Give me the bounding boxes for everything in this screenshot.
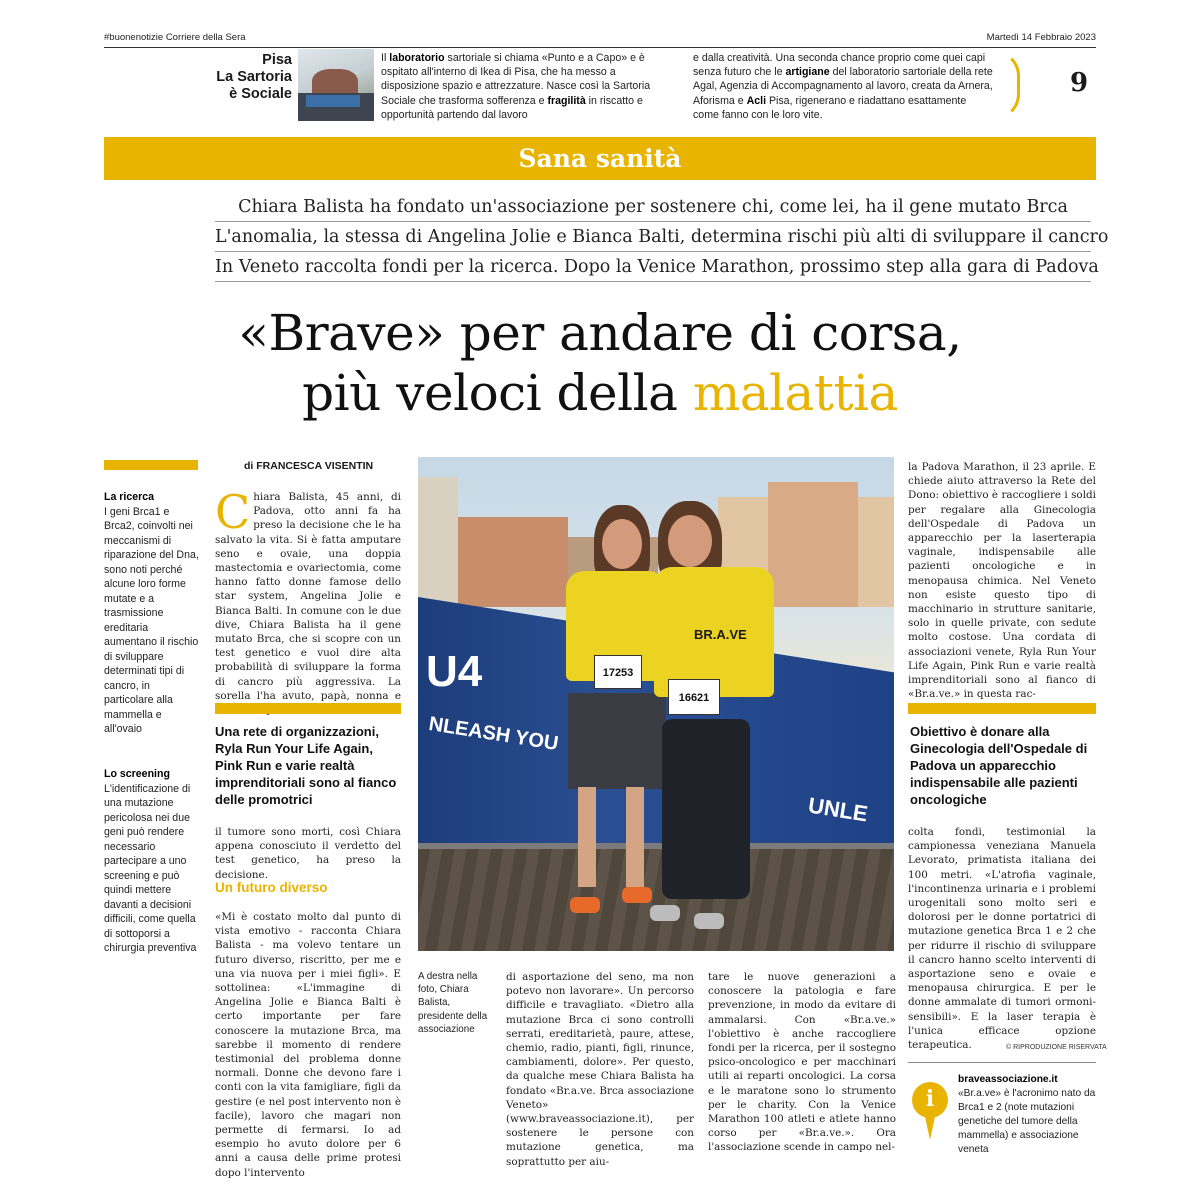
pisa-col1-run: Il bbox=[381, 52, 390, 64]
info-text: «Br.a.ve» è l'acronimo nato da Brca1 e 2 (note mutazioni genetiche del tumore della mammella) e associazione veneta bbox=[958, 1088, 1096, 1155]
pisa-col2-run: artigiane bbox=[785, 66, 830, 79]
headline bbox=[104, 303, 1096, 423]
subhead-1: Chiara Balista ha fondato un'associazione per sostenere chi, come lei, ha il gene mutato Brca bbox=[215, 192, 1091, 222]
masthead bbox=[104, 32, 1096, 46]
article-col-a-3: «Mi è costato molto dal punto di vista emotivo - racconta Chiara Balista - ma volevo tentare un futuro diverso, riscritto, per me e una via nuova per i miei figli». E sottolinea: «L'immagine di Angelina Jolie e Bianca Balti è certo importante per fare conoscere la mutazione Brca, ma sarebbe il momento di rendere testimonial del problema donne normali. Donne che devono fare i conti con la vita famigliare, figli da gestire (e nel post intervento non è facile), lavoro che magari non permette di fermarsi. Io ad esempio ho avuto dolore per 6 anni a causa delle prime protesi dopo l'intervento bbox=[215, 911, 401, 1179]
headline-line-1: «Brave» per andare di corsa, bbox=[238, 304, 962, 362]
article-photo bbox=[418, 457, 894, 951]
article-col-d-1: la Padova Marathon, il 23 aprile. E chiede aiuto attraverso la Rete del Dono: obiettivo è raccogliere i soldi per regalare alla Ginecologia dell'Ospedale di Padova un apparecchio per la laserterapia vaginale, indispensabile alle pazienti oncologiche e in menopausa chimica. Nel Veneto non esiste questo tipo di macchinario in strutture sanitarie, solo in quelle private, con sedute molto costose. Una cordata di associazioni venete, Ryla Run Your Life Again, Pink Run e varie realtà imprenditoriali sono al fianco di «Br.a.ve.» in questa rac- bbox=[908, 461, 1096, 701]
pisa-box-text-1 bbox=[381, 51, 671, 122]
sidebar-accent-bar bbox=[104, 460, 198, 470]
banner-text-2: UNLE bbox=[806, 792, 870, 827]
article-col-c: tare le nuove generazioni a conoscere la patologia e fare prevenzione, in modo da evitare di ammalarsi. Con «Br.a.ve.» l'obiettivo è anche raccogliere fondi per la ricerca, per il sostegno psico-oncologico e per macchinari utili ai reparti oncologici. La corsa e le maratone sono lo strumento per le charity. Con la Venice Marathon 100 atleti e atlete hanno corso per «Br.a.ve.». Ora l'associazione scende in campo nel- bbox=[708, 971, 896, 1154]
article-col-a-1: Chiara Balista, 45 anni, di Padova, otto anni fa ha preso la decisione che le ha salvato la vita. Si è fatta amputare seno e ovaie, una doppia mastectomia e ovariectomia, come hanno fatto donne famose dello star system, Angelina Jolie e Bianca Balti. In comune con le due dive, Chiara Balista ha il gene mutato Brca, che si scopre con un test genetico e vuol dire alta probabilità di sviluppare la forma di cancro più aggressiva. La sorella l'ha avuto, papà, nonna e bbox=[215, 485, 401, 702]
sidebar-ricerca bbox=[104, 490, 202, 737]
headline-line-2: più veloci della malattia bbox=[302, 364, 898, 422]
pisa-box-text-2 bbox=[693, 51, 993, 122]
copyright: © RIPRODUZIONE RISERVATA bbox=[1006, 1044, 1107, 1051]
sidebar-screening bbox=[104, 767, 202, 956]
decorative-bracket bbox=[994, 50, 1020, 120]
article-col-b: di asportazione del seno, ma non potevo non lavorare». Un percorso difficile e travagliato. «Dietro alla mutazione Brca ci sono controlli serrati, ereditarietà, paure, attese, chemio, radio, pianti, figli, rinunce, cambiamenti, dolore». Per questo, da qualche mese Chiara Balista ha fondato «Br.a.ve. Brca associazione Veneto» (www.braveassociazione.it), per sostenere le persone con mutazione genetica, ma soprattutto per aiu- bbox=[506, 971, 694, 1168]
sidebar-screening-text: L'identificazione di una mutazione pericolosa nei due geni può rendere necessario partecipare a uno screening e può quindi mettere davanti a decisioni difficili, come quella di sottoporsi a chirurgia preventiva bbox=[104, 782, 197, 954]
headline-highlight: malattia bbox=[692, 364, 898, 422]
info-site-link[interactable]: braveassociazione.it bbox=[958, 1074, 1058, 1085]
banner-text-1: NLEASH YOU bbox=[427, 712, 560, 756]
bib-16621: 16621 bbox=[668, 679, 720, 715]
pisa-col1-run: sartoriale si chiama «Punto e a Capo» e è ospitato all'interno di Ikea di Pisa, che ha messo a disposizione spazio e attrezzature. Nasce così la Sartoria Sociale che trasforma sofferenza e bbox=[381, 52, 651, 107]
pisa-col2-run: Acli bbox=[746, 94, 767, 107]
masthead-tagline: #buonenotizie Corriere della Sera bbox=[104, 32, 246, 43]
photo-caption: A destra nella foto, Chiara Balista, presidente della associazione bbox=[418, 971, 488, 1035]
pisa-col2-run: e dalla creatività. Una seconda chance proprio come quei capi senza futuro che le bbox=[693, 52, 986, 79]
bib-17253: 17253 bbox=[594, 655, 642, 689]
info-divider bbox=[908, 1062, 1096, 1063]
banner-logo: U4 bbox=[426, 647, 483, 696]
callout-rule-a bbox=[215, 703, 401, 714]
subhead-3: In Veneto raccolta fondi per la ricerca. Dopo la Venice Marathon, prossimo step alla gara di Padova bbox=[215, 252, 1091, 282]
pisa-col1-run: in riscatto e opportunità partendo dal lavoro bbox=[381, 94, 643, 121]
subsection-title: Un futuro diverso bbox=[215, 880, 328, 895]
pisa-photo bbox=[298, 49, 374, 121]
sidebar-screening-title: Lo screening bbox=[104, 768, 170, 780]
callout-d: Obiettivo è donare alla Ginecologia dell'Ospedale di Padova un apparecchio indispensabile alle pazienti oncologiche bbox=[910, 724, 1088, 807]
subhead-2: L'anomalia, la stessa di Angelina Jolie e Bianca Balti, determina rischi più alti di sviluppare il cancro bbox=[215, 222, 1091, 252]
info-icon: i bbox=[912, 1082, 948, 1142]
sidebar-ricerca-text: I geni Brca1 e Brca2, coinvolti nei meccanismi di riparazione del Dna, sono noti perché alcune loro forme mutate e a trasmissione ereditaria aumentano il rischio di sviluppare determinati tipi di cancro, in particolare alla mammella e all'ovaio bbox=[104, 505, 199, 735]
pisa-box-title: Pisa La Sartoria è Sociale bbox=[216, 52, 292, 102]
dropcap: C bbox=[215, 485, 251, 539]
sidebar-ricerca-title: La ricerca bbox=[104, 491, 155, 503]
byline: di FRANCESCA VISENTIN bbox=[244, 460, 374, 472]
pisa-col1-run: fragilità bbox=[547, 94, 586, 107]
pisa-col2-run: Pisa, rigenerano e riadattano esattamente come fanno con le loro vite. bbox=[693, 94, 967, 121]
pisa-col1-run: laboratorio bbox=[389, 52, 445, 64]
shirt-logo: BR.A.VE bbox=[694, 627, 747, 642]
pisa-col2-run: del laboratorio sartoriale della rete Agal, Agenzia di Accompagnamento al lavoro, creata da Arnera, Aforisma e bbox=[693, 66, 993, 107]
page-number: 9 bbox=[1070, 68, 1089, 98]
masthead-date: Martedì 14 Febbraio 2023 bbox=[986, 32, 1096, 43]
callout-rule-d bbox=[908, 703, 1096, 714]
info-box bbox=[958, 1073, 1096, 1157]
top-divider bbox=[104, 47, 1096, 48]
article-col-a-2: il tumore sono morti, così Chiara appena conosciuto il verdetto del test genetico, ha preso la decisione. bbox=[215, 826, 401, 881]
section-title: Sana sanità bbox=[104, 137, 1096, 180]
article-col-d-2: colta fondi, testimonial la campionessa veneziana Manuela Levorato, primatista italiana dei 100 metri. «L'atrofia vaginale, l'incontinenza urinaria e i problemi urogenitali sono molto seri e dolorosi per le donne portatrici di mutazione genetica Brca 1 e 2 che per ridurre il rischio di sviluppare il cancro hanno scelto interventi di asportazione seno e ovaie e menopausa chirurgica. E per le donne ammalate di tumori ormoni-sensibili». E la laser terapia è l'unica efficace opzione terapeutica. bbox=[908, 826, 1096, 1052]
callout-a: Una rete di organizzazioni, Ryla Run Your Life Again, Pink Run e varie realtà imprenditoriali sono al fianco delle promotrici bbox=[215, 724, 397, 807]
